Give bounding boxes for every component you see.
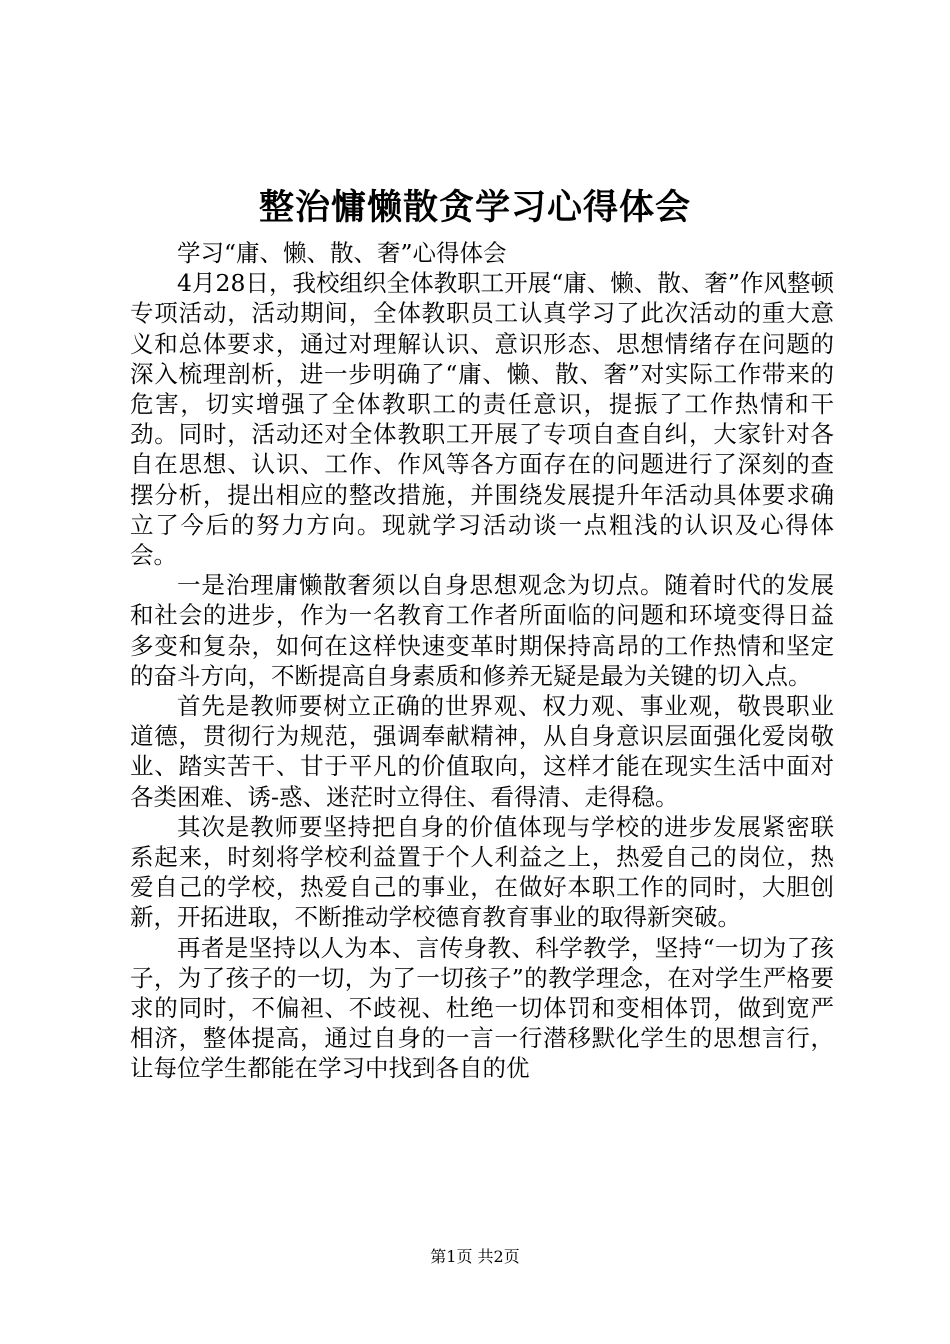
- page-number-footer: 第1页 共2页: [430, 1247, 520, 1266]
- paragraph-first: 首先是教师要树立正确的世界观、权力观、事业观，敬畏职业道德，贯彻行为规范，强调奉献精神，从自身意识层面强化爱岗敬业、踏实苦干、甘于平凡的价值取向，这样才能在现实生活中面对各类困难、诱-惑、迷茫时立得住、看得清、走得稳。: [130, 692, 834, 811]
- document-body: [130, 238, 834, 1084]
- paragraph-subtitle: 学习“庸、懒、散、奢”心得体会: [177, 239, 507, 267]
- paragraph-point-one: 一是治理庸懒散奢须以自身思想观念为切点。随着时代的发展和社会的进步，作为一名教育工作者所面临的问题和环境变得日益多变和复杂，如何在这样快速变革时期保持高昂的工作热情和坚定的奋斗方向，不断提高自身素质和修养无疑是最为关键的切入点。: [130, 571, 834, 690]
- paragraph-intro: 4月28日，我校组织全体教职工开展“庸、懒、散、奢”作风整顿专项活动，活动期间，全体教职员工认真学习了此次活动的重大意义和总体要求，通过对理解认识、意识形态、思想情绪存在问题的深入梳理剖析，进一步明确了“庸、懒、散、奢”对实际工作带来的危害，切实增强了全体教职工的责任意识，提振了工作热情和干劲。同时，活动还对全体教职工开展了专项自查自纠，大家针对各自在思想、认识、工作、作风等各方面存在的问题进行了深刻的查摆分析，提出相应的整改措施，并围绕发展提升年活动具体要求确立了今后的努力方向。现就学习活动谈一点粗浅的认识及心得体会。: [130, 269, 834, 570]
- paragraph-second: 其次是教师要坚持把自身的价值体现与学校的进步发展紧密联系起来，时刻将学校利益置于个人利益之上，热爱自己的岗位，热爱自己的学校，热爱自己的事业，在做好本职工作的同时，大胆创新，开拓进取，不断推动学校德育教育事业的取得新突破。: [130, 812, 834, 932]
- document-title: 整治慵懒散贪学习心得体会: [258, 187, 691, 228]
- paragraph-third: 再者是坚持以人为本、言传身教、科学教学，坚持“一切为了孩子，为了孩子的一切，为了一切孩子”的教学理念，在对学生严格要求的同时，不偏袒、不歧视、杜绝一切体罚和变相体罚，做到宽严相济，整体提高，通过自身的一言一行潜移默化学生的思想言行，让每位学生都能在学习中找到各自的优: [130, 933, 834, 1083]
